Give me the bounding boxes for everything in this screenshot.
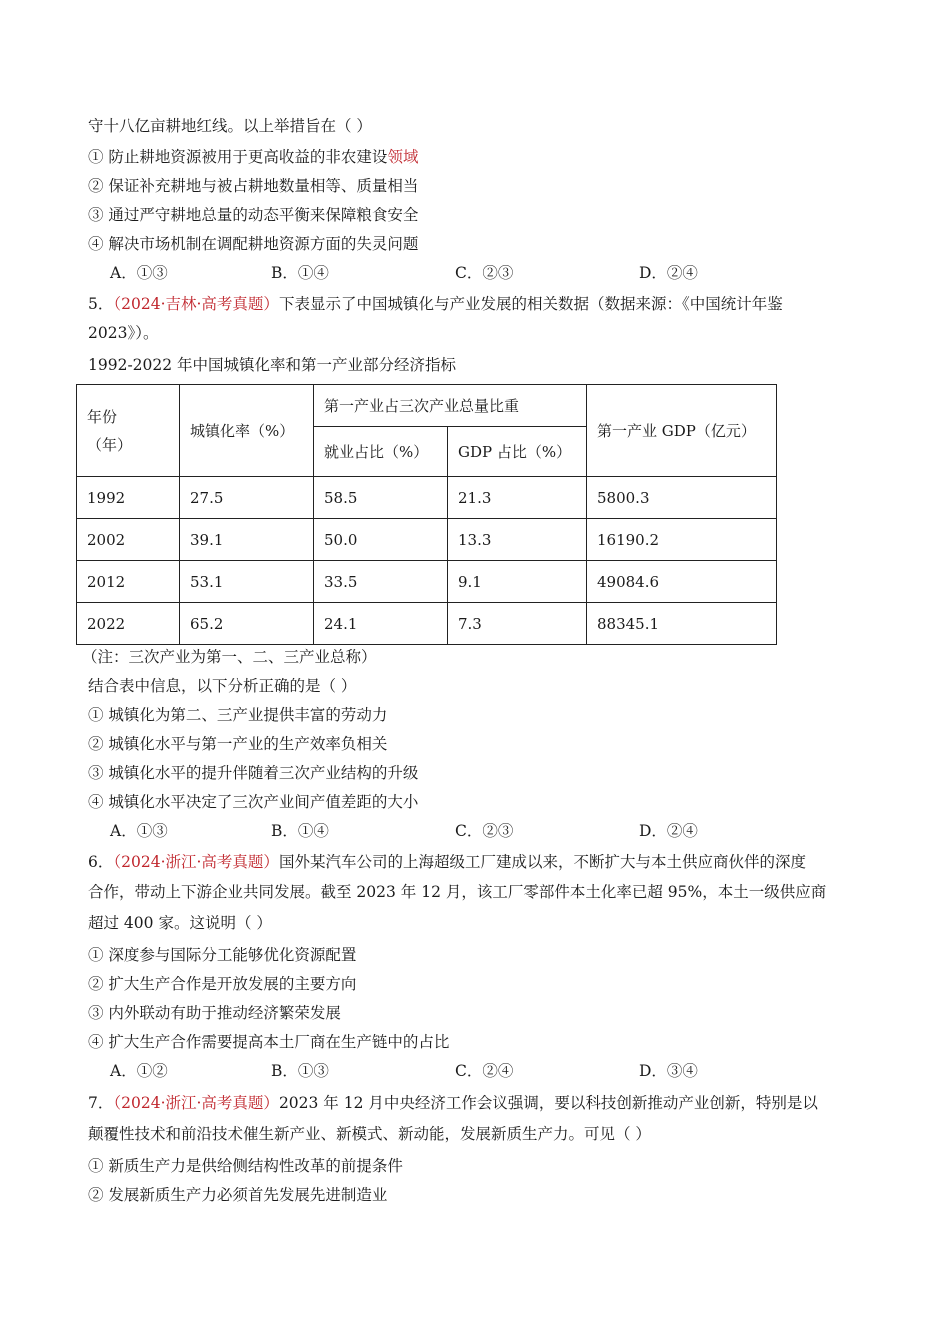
cell-urban: 65.2 <box>180 603 314 645</box>
cell-gdp: 49084.6 <box>587 561 777 603</box>
q4-stem-tail: 守十八亿亩耕地红线。以上举措旨在（ ） <box>88 117 372 135</box>
cell-gdp-share: 13.3 <box>448 519 587 561</box>
q4-option-b[interactable]: B．①④ <box>271 264 329 282</box>
q4-option-d[interactable]: D．②④ <box>639 264 698 282</box>
cell-year: 2002 <box>77 519 180 561</box>
q5-stem-line-2: 2023》）。 <box>88 324 159 342</box>
q5-item-3: ③ 城镇化水平的提升伴随着三次产业结构的升级 <box>88 764 419 782</box>
q6-source: （2024·浙江·高考真题） <box>113 853 279 871</box>
cell-urban: 53.1 <box>180 561 314 603</box>
q7-item-1: ① 新质生产力是供给侧结构性改革的前提条件 <box>88 1157 403 1175</box>
q5-table-title: 1992-2022 年中国城镇化率和第一产业部分经济指标 <box>88 356 457 374</box>
q6-item-2: ② 扩大生产合作是开放发展的主要方向 <box>88 975 357 993</box>
table-header-employment: 就业占比（%） <box>314 427 448 477</box>
cell-year: 2012 <box>77 561 180 603</box>
table-row <box>77 519 777 561</box>
q6-item-1: ① 深度参与国际分工能够优化资源配置 <box>88 946 357 964</box>
q7-stem-line-2: 颠覆性技术和前沿技术催生新产业、新模式、新动能，发展新质生产力。可见（ ） <box>88 1125 651 1143</box>
q5-option-c[interactable]: C．②③ <box>455 822 514 840</box>
q4-item-3: ③ 通过严守耕地总量的动态平衡来保障粮食安全 <box>88 206 419 224</box>
q5-option-d[interactable]: D．②④ <box>639 822 698 840</box>
q5-item-1: ① 城镇化为第二、三产业提供丰富的劳动力 <box>88 706 388 724</box>
q6-stem: 6．（2024·浙江·高考真题）国外某汽车公司的上海超级工厂建成以来，不断扩大与本土供应商伙伴的深度 <box>88 853 806 871</box>
table-header-gdp-share: GDP 占比（%） <box>448 427 587 477</box>
cell-employment: 33.5 <box>314 561 448 603</box>
cell-gdp: 88345.1 <box>587 603 777 645</box>
q7-source: （2024·浙江·高考真题） <box>113 1094 279 1112</box>
q6-option-d[interactable]: D．③④ <box>639 1062 698 1080</box>
q4-option-a[interactable]: A．①③ <box>110 264 168 282</box>
cell-employment: 50.0 <box>314 519 448 561</box>
q6-option-b[interactable]: B．①③ <box>271 1062 329 1080</box>
q6-option-c[interactable]: C．②④ <box>455 1062 514 1080</box>
cell-year: 2022 <box>77 603 180 645</box>
cell-employment: 58.5 <box>314 477 448 519</box>
q5-item-2: ② 城镇化水平与第一产业的生产效率负相关 <box>88 735 388 753</box>
table-row <box>77 561 777 603</box>
q5-option-a[interactable]: A．①③ <box>110 822 168 840</box>
q4-option-c[interactable]: C．②③ <box>455 264 514 282</box>
q5-source: （2024·吉林·高考真题） <box>113 295 279 313</box>
cell-year: 1992 <box>77 477 180 519</box>
q5-question: 结合表中信息，以下分析正确的是（ ） <box>88 677 357 695</box>
table-header-gdp: 第一产业 GDP（亿元） <box>587 385 777 477</box>
table-row <box>77 603 777 645</box>
cell-gdp: 16190.2 <box>587 519 777 561</box>
q5-option-b[interactable]: B．①④ <box>271 822 329 840</box>
cell-urban: 39.1 <box>180 519 314 561</box>
q5-item-4: ④ 城镇化水平决定了三次产业间产值差距的大小 <box>88 793 419 811</box>
q6-item-4: ④ 扩大生产合作需要提高本土厂商在生产链中的占比 <box>88 1033 450 1051</box>
cell-employment: 24.1 <box>314 603 448 645</box>
table-header-year: 年份 （年） <box>77 385 180 477</box>
q4-item-2: ② 保证补充耕地与被占耕地数量相等、质量相当 <box>88 177 419 195</box>
q4-item-1: ① 防止耕地资源被用于更高收益的非农建设领域 <box>88 148 419 166</box>
q4-item-4: ④ 解决市场机制在调配耕地资源方面的失灵问题 <box>88 235 419 253</box>
cell-urban: 27.5 <box>180 477 314 519</box>
q6-stem-line-3: 超过 400 家。这说明（ ） <box>88 914 272 932</box>
q5-stem: 5．（2024·吉林·高考真题）下表显示了中国城镇化与产业发展的相关数据（数据来源：《中国统计年鉴 <box>88 295 783 313</box>
table-header-share: 第一产业占三次产业总量比重 <box>314 385 587 427</box>
table-row <box>77 477 777 519</box>
q6-option-a[interactable]: A．①② <box>110 1062 168 1080</box>
q4-item-1-red-text: 领域 <box>387 148 419 166</box>
q7-item-2: ② 发展新质生产力必须首先发展先进制造业 <box>88 1186 388 1204</box>
q6-item-3: ③ 内外联动有助于推动经济繁荣发展 <box>88 1004 341 1022</box>
cell-gdp: 5800.3 <box>587 477 777 519</box>
q5-data-table <box>76 384 777 645</box>
q6-stem-line-2: 合作，带动上下游企业共同发展。截至 2023 年 12 月，该工厂零部件本土化率已超 95%，本土一级供应商 <box>88 883 827 901</box>
q5-note: （注：三次产业为第一、二、三产业总称） <box>82 648 377 666</box>
cell-gdp-share: 7.3 <box>448 603 587 645</box>
table-header-urban: 城镇化率（%） <box>180 385 314 477</box>
cell-gdp-share: 9.1 <box>448 561 587 603</box>
cell-gdp-share: 21.3 <box>448 477 587 519</box>
q7-stem: 7．（2024·浙江·高考真题）2023 年 12 月中央经济工作会议强调，要以科技创新推动产业创新，特别是以 <box>88 1094 818 1112</box>
